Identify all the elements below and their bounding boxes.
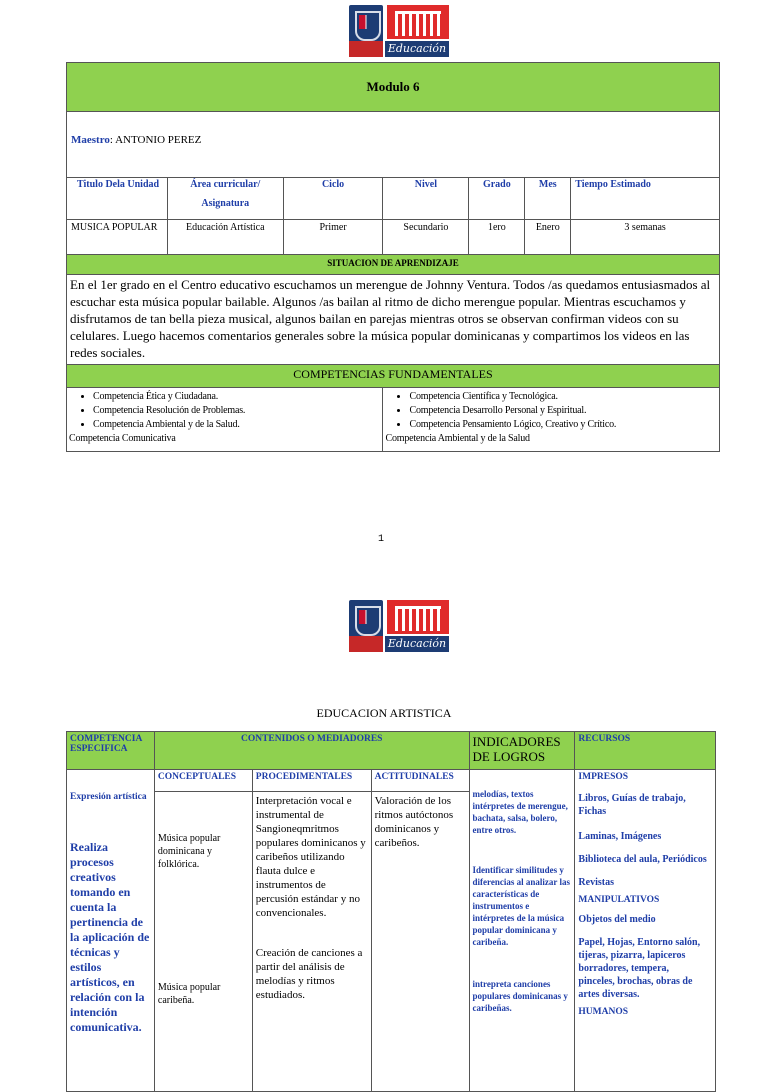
list-item: melodías, textos intérpretes de merengue, bachata, salsa, bolero, entre otros. xyxy=(472,789,568,835)
value-titulo: MUSICA POPULAR xyxy=(67,220,168,255)
situacion-title: SITUACION DE APRENDIZAJE xyxy=(67,255,720,275)
competencia-text: Realiza procesos creativos tomando en cuenta la pertinencia de la aplicación de técnicas y estilos artísticos, en relación con la intención comunicativa. xyxy=(70,840,150,1034)
list-item: pinceles, brochas, obras de artes diversas. xyxy=(578,976,693,1000)
conceptuales-cell xyxy=(154,792,252,1092)
list-item: • Competencia Científica y Tecnológica. xyxy=(409,390,717,404)
list-item: Biblioteca del aula, Periódicos xyxy=(578,854,707,865)
header-competencia: COMPETENCIA ESPECIFICA xyxy=(67,732,155,770)
value-tiempo: 3 semanas xyxy=(571,220,720,255)
situacion-text: En el 1er grado en el Centro educativo escuchamos un merengue de Johnny Ventura. Todos /as quedamos entusiasmados al escuchar esta música popular bailable. Algunos /as bailan al ritmo de dicho merengue popular. Mientras escuchamos y disfrutamos de tan bella pieza musical, algunos bailan en parejas mientras otros se observan confirman videos con su celulares. Luego hacemos comentarios generales sobre la música popular dominicanas y compartimos los videos en las redes sociales. xyxy=(67,275,720,365)
header-nivel: Nivel xyxy=(383,178,469,220)
value-ciclo: Primer xyxy=(283,220,383,255)
value-grado: 1ero xyxy=(469,220,525,255)
curriculum-table xyxy=(66,731,716,1092)
section-title: EDUCACION ARTISTICA xyxy=(316,706,452,720)
subheader-procedimentales: PROCEDIMENTALES xyxy=(252,770,371,792)
ministry-logo-page2 xyxy=(349,600,449,652)
maestro-row: Maestro: ANTONIO PEREZ xyxy=(67,112,720,178)
list-item: Competencia Ambiental y de la Salud xyxy=(385,433,530,444)
header-tiempo: Tiempo Estimado xyxy=(571,178,720,220)
list-item: Música popular dominicana y folklórica. xyxy=(157,833,221,870)
list-item: • Competencia Ambiental y de la Salud. xyxy=(93,418,380,432)
maestro-label: Maestro xyxy=(71,134,110,146)
module-plan-table xyxy=(66,62,720,452)
list-item: Identificar similitudes y diferencias al analizar las características de instrumentos e intérpretes de la música popular dominicana y caribeña. xyxy=(472,865,570,947)
header-area: Área curricular/ Asignatura xyxy=(167,178,283,220)
list-item: • Competencia Resolución de Problemas. xyxy=(93,404,380,418)
manipulativos-label: MANIPULATIVOS xyxy=(578,895,660,905)
list-item: • Competencia Desarrollo Personal y Espiritual. xyxy=(409,404,717,418)
subheader-impresos: IMPRESOS xyxy=(578,772,629,782)
ministry-building-icon xyxy=(387,600,449,634)
header-ciclo: Ciclo xyxy=(283,178,383,220)
list-item: Objetos del medio xyxy=(578,914,656,925)
logo-text: Educación xyxy=(385,41,449,57)
list-item: Revistas xyxy=(578,877,614,888)
value-nivel: Secundario xyxy=(383,220,469,255)
subheader-actitudinales: ACTITUDINALES xyxy=(371,770,469,792)
list-item: Música popular caribeña. xyxy=(157,982,221,1006)
recursos-cell xyxy=(575,770,716,1092)
list-item: Libros, Guías de trabajo, Fichas xyxy=(578,793,686,817)
maestro-name: ANTONIO PEREZ xyxy=(115,134,202,146)
header-recursos: RECURSOS xyxy=(575,732,716,770)
indicadores-cell xyxy=(469,770,575,1092)
header-indicadores: INDICADORES DE LOGROS xyxy=(469,732,575,770)
list-item: • Competencia Ética y Ciudadana. xyxy=(93,390,380,404)
header-titulo: Titulo Dela Unidad xyxy=(67,178,168,220)
actitudinales-text: Valoración de los ritmos autóctonos dominicanos y caribeños. xyxy=(374,795,454,849)
list-item: Papel, Hojas, Entorno salón, tijeras, pizarra, lapiceros borradores, tempera, xyxy=(578,937,701,974)
list-item: • Competencia Pensamiento Lógico, Creativo y Crítico. xyxy=(409,418,717,432)
humanos-label: HUMANOS xyxy=(578,1007,629,1017)
ministry-logo xyxy=(349,5,449,57)
module-title: Modulo 6 xyxy=(67,63,720,112)
competencia-label: Expresión artística xyxy=(70,792,147,802)
list-item: Competencia Comunicativa xyxy=(69,433,176,444)
procedimentales-cell xyxy=(252,792,371,1092)
value-area: Educación Artística xyxy=(167,220,283,255)
list-item: intrepreta canciones populares dominicanas y caribeñas. xyxy=(472,979,568,1013)
list-item: Interpretación vocal e instrumental de Sangioneqmritmos populares dominicanos y caribeños utilizando flauta dulce e instrumentos de percusión estándar y no convencionales. xyxy=(255,795,366,919)
competencia-cell xyxy=(67,770,155,1092)
header-mes: Mes xyxy=(525,178,571,220)
value-mes: Enero xyxy=(525,220,571,255)
logo-text: Educación xyxy=(385,636,449,652)
ministry-building-icon xyxy=(387,5,449,39)
competencias-right xyxy=(383,388,720,452)
subheader-conceptuales: CONCEPTUALES xyxy=(154,770,252,792)
competencias-title: COMPETENCIAS FUNDAMENTALES xyxy=(67,365,720,388)
competencias-left xyxy=(67,388,383,452)
header-contenidos: CONTENIDOS O MEDIADORES xyxy=(154,732,469,770)
header-grado: Grado xyxy=(469,178,525,220)
list-item: Creación de canciones a partir del análisis de melodías y ritmos estudiados. xyxy=(255,947,363,1001)
actitudinales-cell xyxy=(371,792,469,1092)
list-item: Laminas, Imágenes xyxy=(578,831,662,842)
page-number: 1 xyxy=(378,534,385,545)
